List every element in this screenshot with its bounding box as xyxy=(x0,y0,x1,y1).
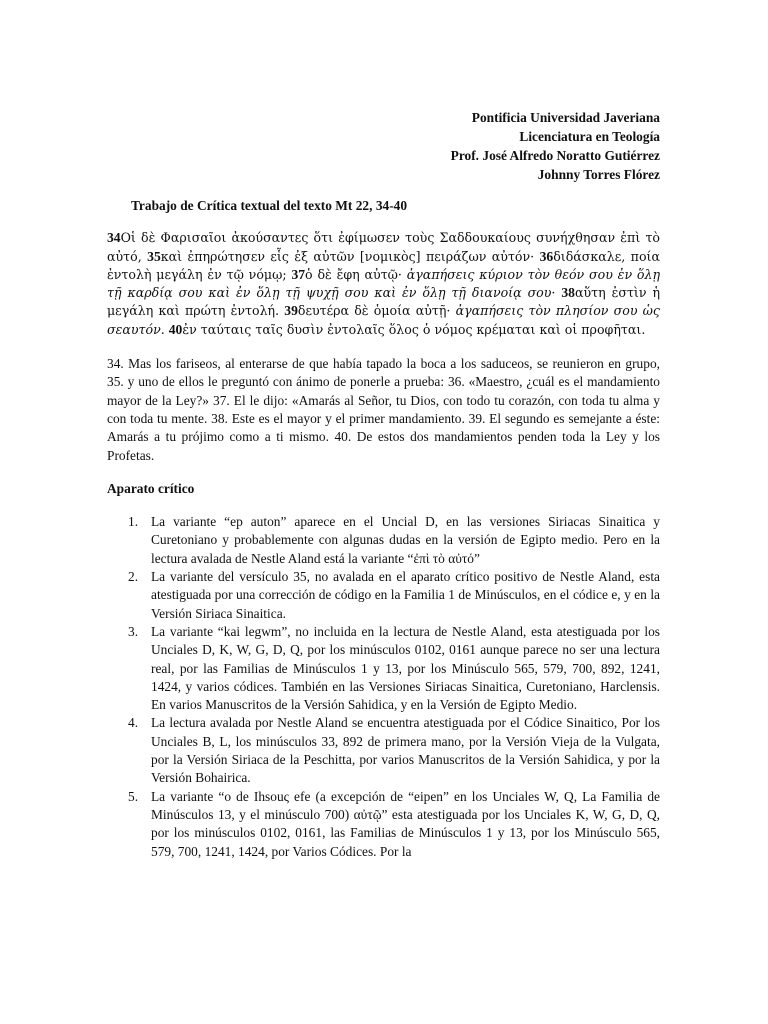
apparatus-heading: Aparato crítico xyxy=(107,480,195,496)
verse-text: ὁ δὲ ἔφη αὐτῷ· xyxy=(305,266,402,282)
verse-quote: ἀγαπήσεις τὸν πλησίον σου ὡς σεαυτόν. xyxy=(107,303,660,337)
verse-number: 37 xyxy=(291,266,306,282)
list-item-text: La variante del versículo 35, no avalada en el aparato crítico positivo de Nestle Aland, esta atestiguada por una corrección de código en la Familia 1 de Minúsculos, en el códice e, y en la Versión Siriaca Sinaitica. xyxy=(151,569,660,621)
header-author: Johnny Torres Flórez xyxy=(537,167,660,182)
list-item-text: La variante “kai legwm”, no incluida en la lectura de Nestle Aland, esta atestiguada por los Unciales D, K, W, G, D, Q, por los minúsculos 0102, 0161 aunque parece no ser una lectura real, por las Familias de Minúsculos 1 y 13, por los Minúsculo 565, 579, 700, 892, 1241, 1424, y varios códices. También en las Versiones Siriacas Sinaitica, Curetoniano, Harclensis. En varios Manuscritos de la Versión Sahidica, y en la Versión de Egipto Medio. xyxy=(151,623,660,713)
list-item xyxy=(107,623,660,714)
header-university: Pontificia Universidad Javeriana xyxy=(471,110,660,125)
list-item-number: 1. xyxy=(128,514,139,530)
verse-text: καὶ ἐπηρώτησεν εἷς ἐξ αὐτῶν [νομικὸς] πειράζων αὐτόν· xyxy=(160,248,535,264)
verse-text: ἐν ταύταις ταῖς δυσὶν ἐντολαῖς ὅλος ὁ νόμος κρέμαται καὶ οἱ προφῆται. xyxy=(182,321,646,337)
document-title: Trabajo de Crítica textual del texto Mt 22, 34-40 xyxy=(131,198,408,213)
list-item-number: 3. xyxy=(128,623,139,639)
list-item-text: La lectura avalada por Nestle Aland se encuentra atestiguada por el Códice Sinaitico, Por los Unciales B, L, los minúsculos 33, 892 de primera mano, por la Versión Vieja de la Vulgata, por la Versión Siriaca de la Peschitta, por varios Manuscritos de la Versión Sahidica, y por la Versión Bohairica. xyxy=(151,715,660,786)
verse-text: Οἱ δὲ Φαρισαῖοι ἀκούσαντες ὅτι ἐφίμωσεν τοὺς Σαδδουκαίους συνήχθησαν ἐπὶ τὸ αὐτό, xyxy=(107,230,660,264)
header-program: Licenciatura en Teología xyxy=(519,129,660,144)
verse-number: 34 xyxy=(107,230,121,246)
list-item-number: 5. xyxy=(128,788,139,804)
list-item-text: La variante “ep auton” aparece en el Uncial D, en las versiones Siriacas Sinaitica y Curetoniano y probablemente con algunas dudas en la versión de Egipto medio. Pero en la lectura avalada de Nestle Aland está la variante “ἐπὶ τὸ αὐτό” xyxy=(151,514,660,566)
document-page xyxy=(107,108,660,861)
verse-number: 40 xyxy=(168,321,183,337)
verse-number: 36 xyxy=(539,248,554,264)
verse-number: 38 xyxy=(561,285,575,301)
verse-text: δευτέρα δὲ ὁμοία αὐτῇ· xyxy=(297,303,451,319)
list-item xyxy=(107,714,660,787)
list-item-number: 2. xyxy=(128,569,139,585)
verse-text: διδάσκαλε, ποία ἐντολὴ μεγάλη ἐν τῷ νόμῳ; xyxy=(107,248,660,282)
list-item-text: La variante “o de Ihsouς efe (a excepción de “eipen” en los Unciales W, Q, La Familia de Minúsculos 13, y el minúsculo 700) αὐτῷ” esta atestiguada por los Unciales K, W, G, D, Q, por los minúsculos 0102, 0161, las Familias de Minúsculos 1 y 13, por los Minúsculo 565, 579, 700, 1241, 1424, por Varios Códices. Por la xyxy=(151,788,660,859)
document-header xyxy=(107,108,660,184)
list-item xyxy=(107,513,660,568)
verse-number: 35 xyxy=(147,248,161,264)
verse-text: αὕτη ἐστὶν ἡ μεγάλη καὶ πρώτη ἐντολή. xyxy=(107,285,661,319)
verse-quote: ἀγαπήσεις κύριον τὸν θεόν σου ἐν ὅλῃ τῇ καρδίᾳ σου καὶ ἐν ὅλῃ τῇ ψυχῇ σου καὶ ἐν ὅλῃ τῇ διανοίᾳ σου· xyxy=(107,266,661,301)
list-item xyxy=(107,568,660,623)
list-item-number: 4. xyxy=(128,715,139,731)
verse-number: 39 xyxy=(284,303,298,319)
spanish-translation-paragraph: 34. Mas los fariseos, al enterarse de que había tapado la boca a los saduceos, se reunieron en grupo, 35. y uno de ellos le preguntó con ánimo de ponerle a prueba: 36. «Maestro, ¿cuál es el mandamiento mayor de la Ley?» 37. El le dijo: «Amarás al Señor, tu Dios, con todo tu corazón, con toda tu alma y con toda tu mente. 38. Este es el mayor y el primer mandamiento. 39. El segundo es semejante a éste: Amarás a tu prójimo como a ti mismo. 40. De estos dos mandamientos penden toda la Ley y los Profetas. xyxy=(107,356,660,463)
list-item xyxy=(107,788,660,861)
header-professor: Prof. José Alfredo Noratto Gutiérrez xyxy=(450,148,660,163)
apparatus-list xyxy=(107,513,660,861)
greek-text-paragraph xyxy=(107,229,660,339)
